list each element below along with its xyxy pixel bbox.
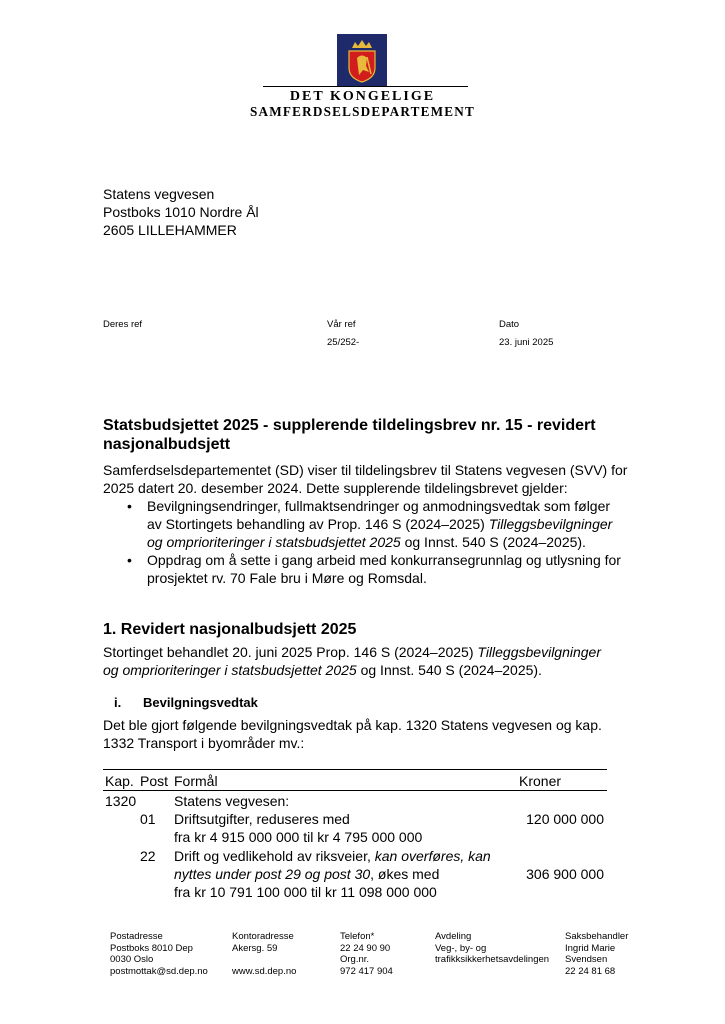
recipient-name: Statens vegvesen: [103, 186, 215, 202]
subsection-number: i.: [114, 695, 122, 710]
section-heading: 1. Revidert nasjonalbudsjett 2025: [103, 621, 357, 638]
bullet-1-italic: Tilleggsbevilgninger og omprioriteringer i statsbudsjettet 2025: [147, 516, 613, 550]
table-cell-formal: Drift og vedlikehold av riksveier, kan overføres, kan: [174, 848, 491, 864]
deres-ref-label: Deres ref: [103, 319, 143, 330]
recipient-address: Postboks 1010 Nordre Ål: [103, 204, 259, 220]
subsection-heading: Bevilgningsvedtak: [143, 695, 258, 710]
bullet-icon: •: [127, 552, 132, 568]
list-item: [103, 497, 623, 551]
table-cell-kroner: 120 000 000: [526, 811, 604, 827]
table-cell-post: 22: [140, 848, 156, 864]
table-top-rule: [103, 769, 607, 770]
table-cell-formal: Statens vegvesen:: [174, 793, 290, 809]
table-cell-formal-cont: nyttes under post 29 og post 30, økes med: [174, 866, 440, 882]
subsection-paragraph: Det ble gjort følgende bevilgningsvedtak på kap. 1320 Statens vegvesen og kap. 1332 Transport i byområder mv.:: [103, 717, 602, 751]
footer-postadresse: Postadresse Postboks 8010 Dep 0030 Oslo postmottak@sd.dep.no: [110, 931, 208, 977]
table-header-post: Post: [140, 773, 169, 789]
bullet-icon: •: [127, 498, 132, 514]
var-ref-value: 25/252-: [327, 337, 360, 348]
letterhead-line2: SAMFERDSELSDEPARTEMENT: [250, 104, 475, 119]
letterhead-line1: DET KONGELIGE: [289, 89, 436, 104]
table-cell-kap: 1320: [105, 793, 137, 809]
table-header-kap: Kap.: [105, 773, 134, 789]
intro-paragraph: Samferdselsdepartementet (SD) viser til tildelingsbrev til Statens vegvesen (SVV) for 2025 datert 20. desember 2024. Dette supplerende tildelingsbrevet gjelder:: [103, 462, 628, 496]
footer-kontoradresse: Kontoradresse Akersg. 59 www.sd.dep.no: [232, 931, 297, 977]
section-1-paragraph: Stortinget behandlet 20. juni 2025 Prop. 146 S (2024–2025) Tilleggsbevilgninger og omprioriteringer i statsbudsjettet 2025 og Innst. 540 S (2024–2025).: [103, 644, 602, 678]
table-cell-formal-range: fra kr 10 791 100 000 til kr 11 098 000 000: [174, 884, 437, 900]
table-header-kroner: Kroner: [519, 773, 562, 789]
date-label: Dato: [499, 319, 520, 330]
table-cell-post: 01: [140, 811, 156, 827]
table-cell-formal-range: fra kr 4 915 000 000 til kr 4 795 000 000: [174, 829, 423, 845]
norwegian-coat-of-arms-logo: [337, 34, 387, 86]
table-cell-formal: Driftsutgifter, reduseres med: [174, 811, 350, 827]
recipient-block: [103, 185, 259, 239]
table-header-formal: Formål: [174, 773, 218, 789]
var-ref-label: Vår ref: [327, 319, 356, 330]
recipient-city: 2605 LILLEHAMMER: [103, 222, 237, 238]
scope-bullet-list: [103, 497, 623, 587]
footer-avdeling: Avdeling Veg-, by- og trafikksikkerhetsavdelingen: [435, 931, 550, 965]
table-cell-kroner: 306 900 000: [526, 866, 604, 882]
bullet-2-text: Oppdrag om å sette i gang arbeid med konkurransegrunnlag og utlysning for prosjektet rv. 70 Fale bru i Møre og Romsdal.: [147, 552, 621, 586]
footer-saksbehandler: Saksbehandler Ingrid Marie Svendsen 22 24 81 68: [565, 931, 629, 977]
bullet-1-text: Bevilgningsendringer, fullmaktsendringer og anmodningsvedtak som følger av Stortingets behandling av Prop. 146 S (2024–2025): [147, 498, 611, 532]
date-value: 23. juni 2025: [499, 337, 554, 348]
letter-title: Statsbudsjettet 2025 - supplerende tildelingsbrev nr. 15 - revidert nasjonalbudsjett: [103, 417, 596, 453]
bullet-1-text-end: og Innst. 540 S (2024–2025).: [400, 534, 586, 550]
letterhead-rule-top: [263, 86, 468, 87]
table-header-rule: [103, 790, 607, 791]
footer-telefon: Telefon* 22 24 90 90 Org.nr. 972 417 904: [340, 931, 393, 977]
list-item: [103, 551, 623, 587]
